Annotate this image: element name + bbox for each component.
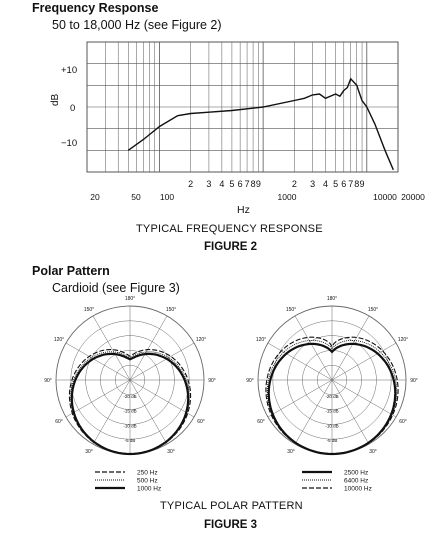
ring-label: -5 dB — [124, 438, 136, 444]
angle-label: 150° — [83, 306, 95, 313]
polar-plot-left — [44, 296, 216, 455]
frequency-response-heading: Frequency Response — [32, 1, 159, 15]
angle-label: 120° — [53, 337, 65, 343]
minor-tick-label: 9 — [255, 179, 261, 189]
y-axis-label: dB — [50, 93, 61, 106]
angle-label: 90° — [44, 378, 52, 384]
ring-label: -5 dB — [326, 438, 338, 444]
polar-spoke — [130, 316, 167, 380]
minor-tick-label: 2 — [188, 179, 194, 189]
minor-tick-label: 4 — [219, 179, 225, 189]
angle-label: 150° — [285, 306, 297, 313]
frequency-response-chart — [0, 0, 428, 215]
legend-label: 6400 Hz — [344, 477, 369, 485]
frequency-grid — [87, 42, 398, 172]
bottom-tick-label: 10000 — [373, 192, 397, 202]
polar-spoke — [93, 316, 130, 380]
polar-caption: TYPICAL POLAR PATTERN — [160, 500, 303, 512]
minor-tick-label: 7 — [348, 179, 354, 189]
bottom-tick-label: 20 — [90, 192, 100, 202]
polar-spoke — [130, 343, 194, 380]
bottom-tick-label: 100 — [159, 192, 175, 202]
angle-label: 60° — [399, 419, 407, 425]
ring-label: -10 dB — [123, 423, 137, 429]
angle-label: 30° — [167, 449, 175, 456]
ytick-0: 0 — [70, 103, 76, 114]
bottom-tick-label: 1000 — [277, 192, 297, 202]
legend-label: 1000 Hz — [137, 485, 162, 493]
bottom-tick-label: 20000 — [401, 192, 425, 202]
minor-tick-label: 6 — [237, 179, 243, 189]
minor-tick-label: 5 — [229, 179, 235, 189]
legend-right — [302, 470, 372, 493]
minor-tick-label: 9 — [359, 179, 365, 189]
minor-tick-label: 7 — [244, 179, 250, 189]
angle-label: 120° — [255, 337, 267, 343]
angle-label: 180° — [326, 296, 338, 302]
angle-label: 150° — [165, 306, 177, 313]
polar-spoke — [66, 380, 130, 417]
x-axis-label: Hz — [237, 204, 250, 215]
angle-label: 120° — [195, 337, 207, 343]
ring-label: -20 dB — [325, 393, 339, 399]
polar-pattern-subheading: Cardioid (see Figure 3) — [52, 281, 180, 295]
angle-label: 60° — [55, 419, 63, 425]
angle-label: 30° — [287, 449, 295, 456]
polar-pattern-figure — [0, 295, 428, 500]
minor-tick-labels — [188, 179, 364, 189]
legend-label: 500 Hz — [137, 477, 158, 485]
angle-label: 180° — [124, 296, 136, 302]
figure-3-label: FIGURE 3 — [204, 519, 258, 531]
polar-spoke — [332, 343, 396, 380]
legend-label: 250 Hz — [137, 469, 158, 477]
minor-tick-label: 3 — [310, 179, 316, 189]
legend-label: 2500 Hz — [344, 469, 369, 477]
ring-label: -15 dB — [123, 408, 137, 414]
minor-tick-label: 2 — [291, 179, 297, 189]
legend-left — [95, 470, 161, 493]
polar-pattern-heading: Polar Pattern — [32, 264, 110, 278]
figure-2-label: FIGURE 2 — [204, 241, 258, 253]
angle-label: 150° — [367, 306, 379, 313]
angle-label: 60° — [197, 419, 205, 425]
minor-tick-label: 6 — [341, 179, 347, 189]
ring-label: -15 dB — [325, 408, 339, 414]
angle-label: 120° — [397, 337, 409, 343]
minor-tick-label: 3 — [206, 179, 212, 189]
ytick-plus10: +10 — [61, 65, 78, 76]
angle-label: 90° — [246, 378, 254, 384]
minor-tick-label: 5 — [333, 179, 339, 189]
polar-spoke — [66, 343, 130, 380]
polar-spoke — [332, 380, 396, 417]
polar-spoke — [130, 380, 194, 417]
polar-spoke — [268, 343, 332, 380]
ring-label: -10 dB — [325, 423, 339, 429]
polar-spoke — [268, 380, 332, 417]
angle-label: 30° — [369, 449, 377, 456]
legend-label: 10000 Hz — [344, 485, 372, 493]
ytick-minus10: −10 — [61, 138, 78, 149]
ring-label: -20 dB — [123, 393, 137, 399]
angle-label: 30° — [85, 449, 93, 456]
angle-label: 90° — [208, 378, 216, 384]
frequency-response-curve — [128, 79, 393, 170]
frequency-caption: TYPICAL FREQUENCY RESPONSE — [136, 223, 323, 235]
polar-plot-right — [246, 296, 418, 455]
minor-tick-label: 8 — [354, 179, 360, 189]
angle-label: 90° — [410, 378, 418, 384]
minor-tick-label: 8 — [250, 179, 256, 189]
bottom-tick-labels — [90, 192, 425, 202]
bottom-tick-label: 50 — [131, 192, 141, 202]
frequency-response-subheading: 50 to 18,000 Hz (see Figure 2) — [52, 18, 222, 32]
angle-label: 60° — [257, 419, 265, 425]
minor-tick-label: 4 — [323, 179, 329, 189]
